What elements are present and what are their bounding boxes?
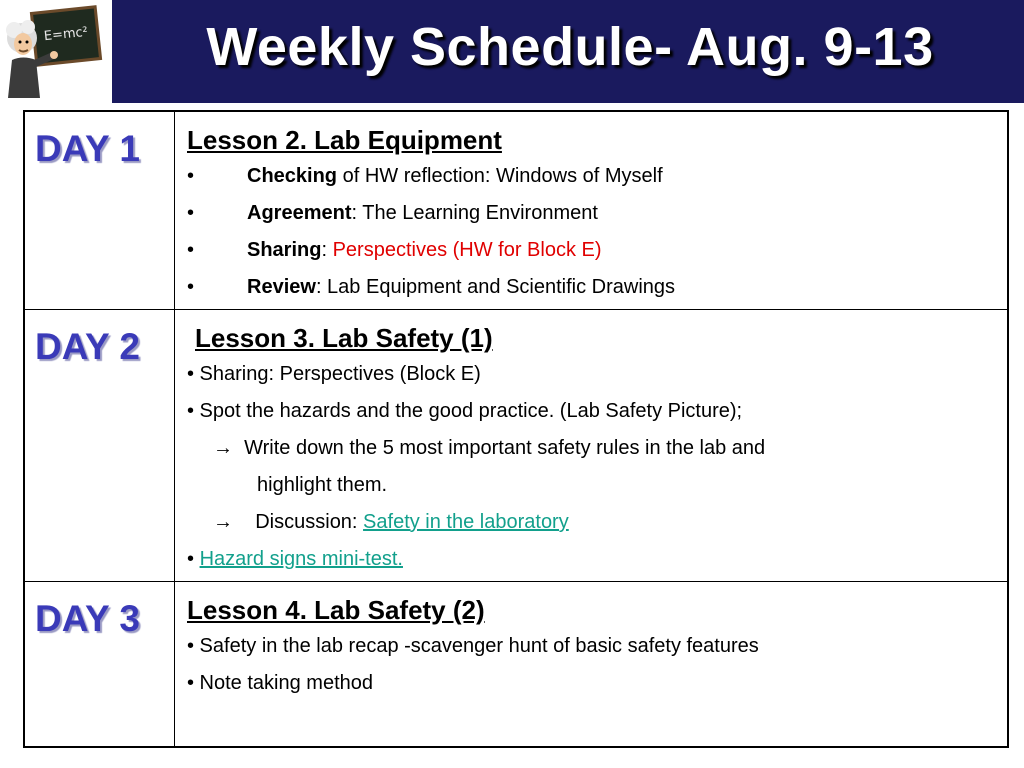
- list-item: [187, 430, 997, 467]
- list-item: [187, 541, 997, 578]
- slide-header: [0, 0, 1024, 103]
- item-text: :: [321, 239, 333, 261]
- item-text: Discussion:: [255, 511, 364, 533]
- svg-text:E=mc²: E=mc²: [43, 24, 89, 45]
- page-title: Weekly Schedule- Aug. 9-13: [206, 17, 934, 77]
- day-row-2: [25, 310, 1007, 582]
- list-item-continued: highlight them.: [257, 474, 388, 496]
- bullet-icon: •: [187, 202, 195, 224]
- list-item: [187, 269, 997, 306]
- item-bold: Checking: [247, 165, 338, 187]
- bullet-icon: •: [187, 276, 195, 298]
- list-item: • Sharing: Perspectives (Block E): [187, 363, 481, 385]
- day-label: DAY 3: [35, 598, 140, 639]
- bullet-icon: •: [187, 165, 195, 187]
- day-cell: [25, 582, 175, 746]
- list-item: [187, 504, 997, 541]
- day-content: [187, 122, 997, 306]
- day-label: DAY 2: [35, 326, 140, 367]
- schedule-table: [23, 110, 1009, 748]
- day-cell: [25, 310, 175, 581]
- list-item: • Spot the hazards and the good practice. (Lab Safety Picture);: [187, 400, 743, 422]
- bullet-icon: •: [187, 239, 195, 261]
- arrow-right-icon: →: [213, 511, 233, 533]
- list-item: [187, 232, 997, 269]
- day-row-3: [25, 582, 1007, 746]
- day-label: DAY 1: [35, 128, 140, 169]
- list-item: • Note taking method: [187, 672, 373, 694]
- item-text: of HW reflection: Windows of Myself: [337, 165, 663, 187]
- item-bold: Agreement: [247, 202, 352, 224]
- lesson-title: Lesson 4. Lab Safety (2): [187, 595, 485, 625]
- list-item: [187, 195, 997, 232]
- hazard-test-link[interactable]: Hazard signs mini-test.: [199, 548, 403, 570]
- item-highlight: Perspectives (HW for Block E): [332, 239, 602, 261]
- item-text: Write down the 5 most important safety rules in the lab and: [244, 437, 766, 459]
- bullet-icon: •: [187, 548, 200, 570]
- list-item: • Safety in the lab recap -scavenger hunt of basic safety features: [187, 635, 759, 657]
- list-item: [187, 158, 997, 195]
- item-text: : The Learning Environment: [351, 202, 598, 224]
- item-text: : Lab Equipment and Scientific Drawings: [315, 276, 676, 298]
- item-bold: Sharing: [247, 239, 322, 261]
- day-cell: [25, 112, 175, 309]
- lesson-title: Lesson 3. Lab Safety (1): [195, 323, 493, 353]
- safety-link[interactable]: Safety in the laboratory: [363, 511, 569, 533]
- day-row-1: [25, 112, 1007, 310]
- arrow-right-icon: →: [213, 437, 233, 459]
- item-bold: Review: [247, 276, 316, 298]
- lesson-title: Lesson 2. Lab Equipment: [187, 125, 502, 155]
- day-content: [187, 592, 997, 702]
- day-content: [187, 320, 997, 578]
